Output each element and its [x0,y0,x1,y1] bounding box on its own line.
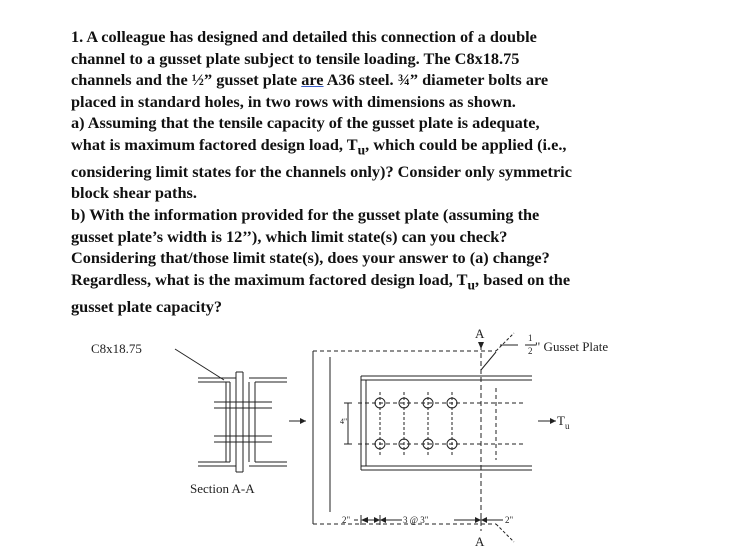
subscript: u [467,277,476,293]
problem-line: a) Assuming that the tensile capacity of the gusset plate is adequate, [71,113,540,133]
edge-distance-right: 2" [505,515,514,525]
section-mark-bottom: A [475,534,485,549]
problem-text: Regardless, what is the maximum factored design load, T [71,269,468,289]
subscript: u [357,142,366,158]
row-spacing-label: 4" [340,417,348,426]
gusset-fraction-denominator: 2 [528,346,533,356]
load-symbol-subscript: u [564,421,570,431]
problem-line: Considering that/those limit state(s), does your answer to (a) change? [71,248,550,268]
problem-line: placed in standard holes, in two rows with dimensions as shown. [71,91,516,111]
load-symbol-letter: T [557,413,565,428]
problem-line: block shear paths. [71,183,197,203]
problem-line: channel to a gusset plate subject to tensile loading. The C8x18.75 [71,48,520,68]
problem-text: channels and the ½” gusset plate [71,70,302,90]
problem-text: A36 steel. ¾” diameter bolts are [323,70,549,90]
section-mark-top: A [475,326,485,341]
problem-line: 1. A colleague has designed and detailed this connection of a double [71,27,537,46]
problem-line: b) With the information provided for the gusset plate (assuming the [71,205,540,224]
problem-line: considering limit states for the channels only)? Consider only symmetric [71,161,572,181]
gusset-fraction-numerator: 1 [528,333,533,343]
edge-distance-left: 2" [342,515,351,525]
section-a-a-drawing [175,349,287,472]
underlined-word: are [301,70,324,90]
problem-text: , which could be applied (i.e., [365,134,567,154]
dimension-lines [344,403,503,525]
problem-line: gusset plate capacity? [71,296,223,316]
problem-text: what is maximum factored design load, T [71,134,358,154]
channel-label: C8x18.75 [91,341,142,356]
gusset-plate-label: " Gusset Plate [535,339,609,354]
plan-view-drawing [289,333,556,542]
problem-line: gusset plate’s width is 12’’), which limit state(s) can you check? [71,226,508,246]
problem-text: , based on the [475,269,571,289]
section-label: Section A-A [190,481,255,496]
bolt-spacing-label: 3 @ 3" [403,515,429,525]
load-symbol [557,413,570,431]
